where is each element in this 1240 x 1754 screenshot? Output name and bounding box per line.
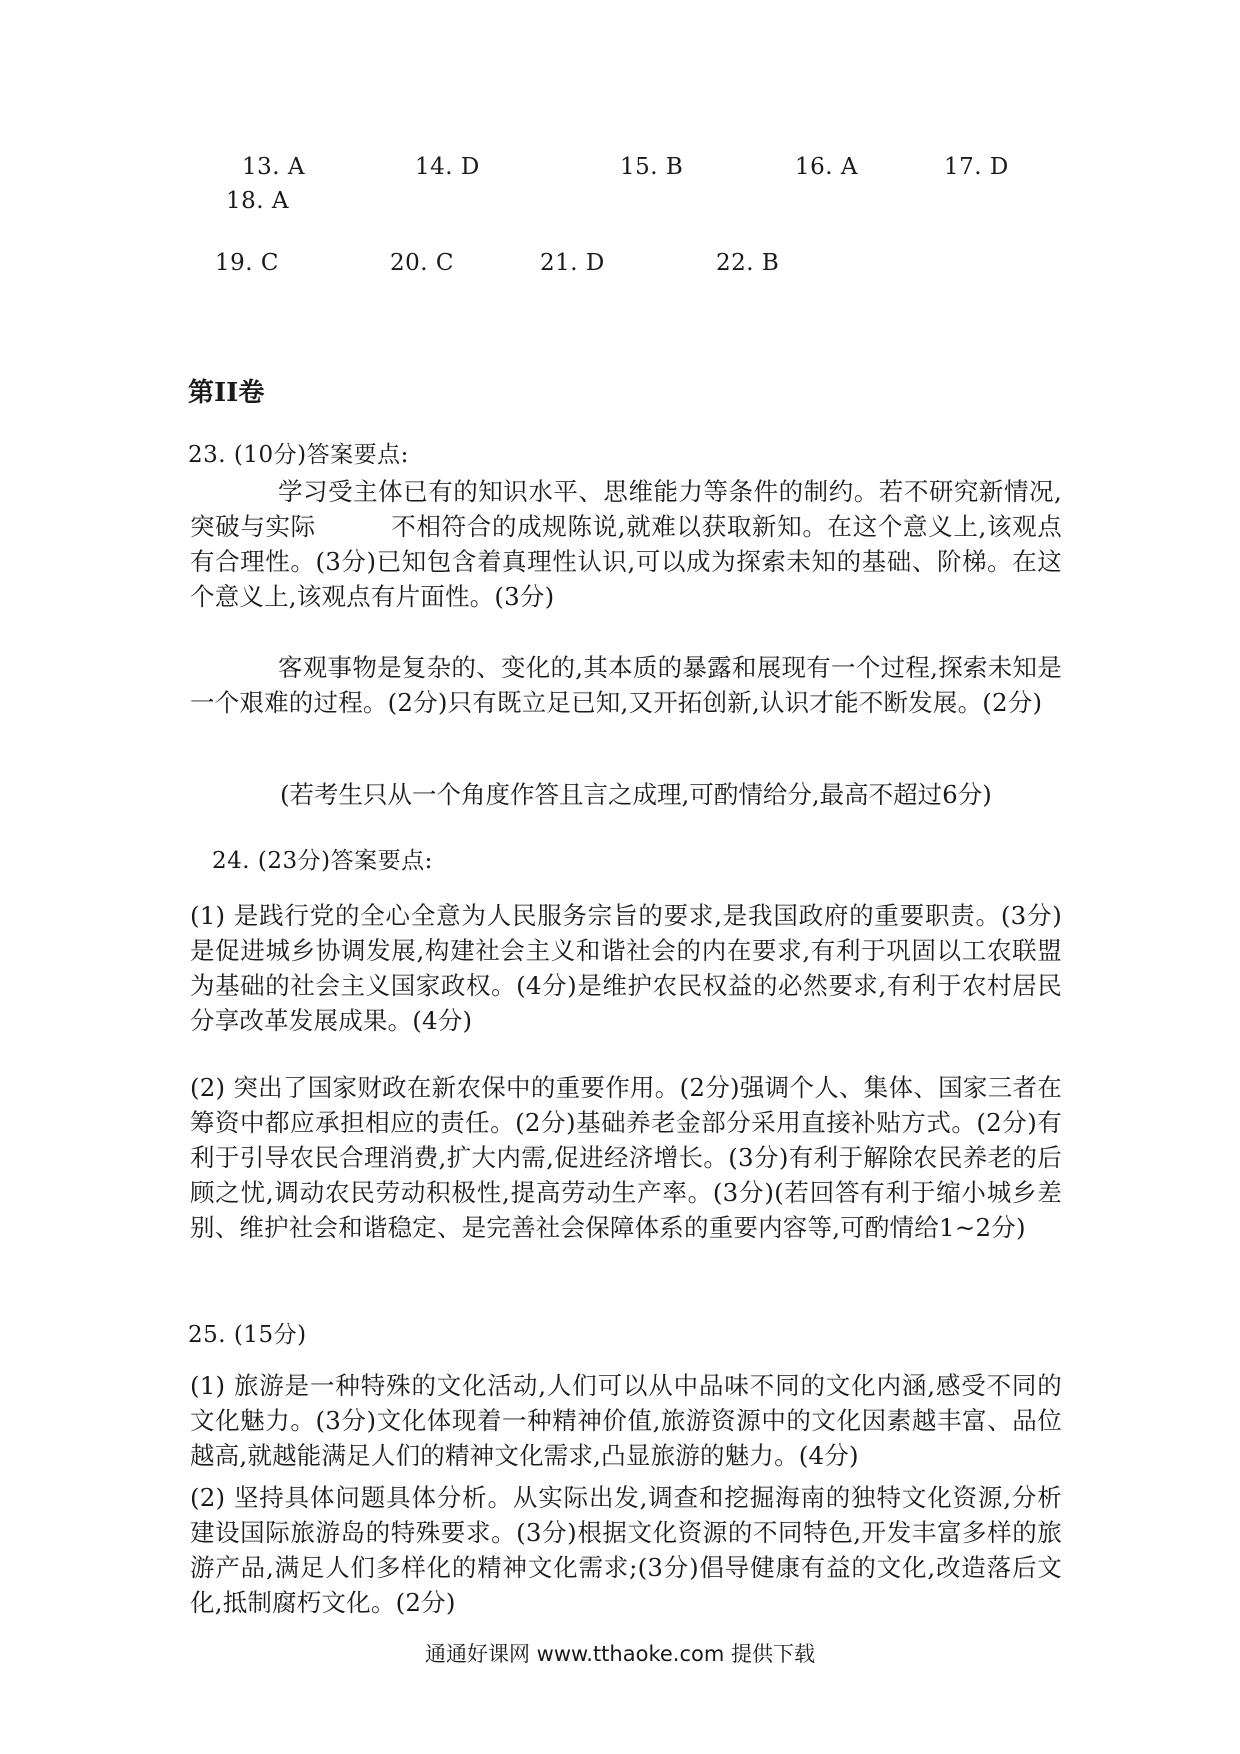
q24-part-2: (2) 突出了国家财政在新农保中的重要作用。(2分)强调个人、集体、国家三者在筹资中都应承担相应的责任。(2分)基础养老金部分采用直接补贴方式。(2分)有利于引导农民合理消费,扩大内需,促进经济增长。(3分)有利于解除农民养老的后顾之忧,调动农民劳动积极性,提高劳动生产率。(3分)(若回答有利于缩小城乡差别、维护社会和谐稳定、是完善社会保障体系的重要内容等,可酌情给1~2分) [190, 1073, 1062, 1242]
answer-15: 15. B [620, 154, 684, 180]
answer-16: 16. A [795, 154, 858, 180]
q25-heading: 25. (15分) [188, 1322, 307, 1348]
answer-17: 17. D [944, 154, 1009, 180]
q23-paragraph-1: 学习受主体已有的知识水平、思维能力等条件的制约。若不研究新情况,突破与实际 不相符合的成规陈说,就难以获取新知。在这个意义上,该观点有合理性。(3分)已知包含着真理性认识,可以成为探索未知的基础、阶梯。在这个意义上,该观点有片面性。(3分) [190, 477, 1062, 611]
page-footer: 通通好课网 www.tthaoke.com 提供下载 [425, 1642, 815, 1666]
q24-heading: 24. (23分)答案要点: [212, 848, 433, 874]
q23-paragraph-2: 客观事物是复杂的、变化的,其本质的暴露和展现有一个过程,探索未知是一个艰难的过程。(2分)只有既立足已知,又开拓创新,认识才能不断发展。(2分) [190, 653, 1062, 717]
answer-22: 22. B [716, 250, 780, 276]
answer-18: 18. A [226, 188, 289, 214]
section-title: 第II卷 [188, 378, 265, 408]
answer-21: 21. D [540, 250, 605, 276]
q23-note: (若考生只从一个角度作答且言之成理,可酌情给分,最高不超过6分) [280, 780, 992, 809]
answer-20: 20. C [390, 250, 454, 276]
q25-part-2: (2) 坚持具体问题具体分析。从实际出发,调查和挖掘海南的独特文化资源,分析建设国际旅游岛的特殊要求。(3分)根据文化资源的不同特色,开发丰富多样的旅游产品,满足人们多样化的精神文化需求;(3分)倡导健康有益的文化,改造落后文化,抵制腐朽文化。(2分) [190, 1483, 1062, 1617]
q24-part-1: (1) 是践行党的全心全意为人民服务宗旨的要求,是我国政府的重要职责。(3分)是促进城乡协调发展,构建社会主义和谐社会的内在要求,有利于巩固以工农联盟为基础的社会主义国家政权。(4分)是维护农民权益的必然要求,有利于农村居民分享改革发展成果。(4分) [190, 901, 1062, 1035]
q25-part-1: (1) 旅游是一种特殊的文化活动,人们可以从中品味不同的文化内涵,感受不同的文化魅力。(3分)文化体现着一种精神价值,旅游资源中的文化因素越丰富、品位越高,就越能满足人们的精神文化需求,凸显旅游的魅力。(4分) [190, 1371, 1062, 1470]
answer-14: 14. D [415, 154, 480, 180]
q23-heading: 23. (10分)答案要点: [188, 442, 409, 468]
answer-19: 19. C [215, 250, 279, 276]
answer-13: 13. A [242, 154, 305, 180]
